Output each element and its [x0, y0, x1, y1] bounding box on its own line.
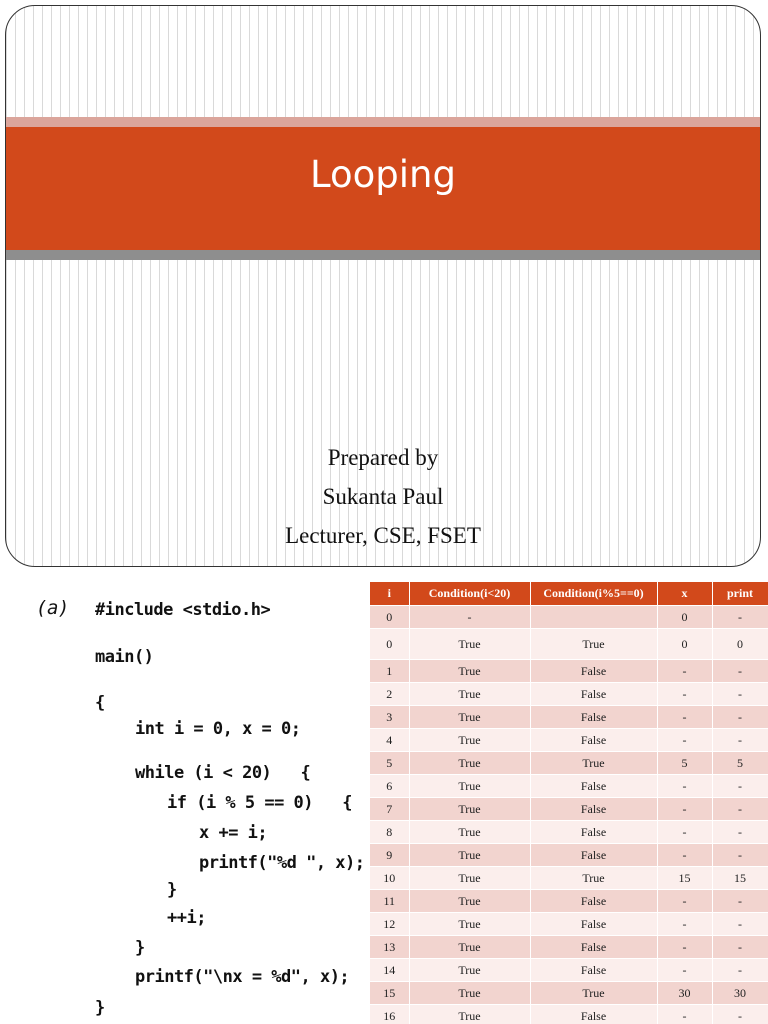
- table-cell: False: [530, 775, 657, 798]
- table-cell: -: [657, 821, 712, 844]
- table-row: [370, 821, 768, 844]
- table-cell: -: [712, 959, 768, 982]
- table-cell: -: [657, 1005, 712, 1024]
- table-cell: -: [657, 844, 712, 867]
- table-cell: True: [409, 959, 530, 982]
- slide-title: Looping: [310, 153, 456, 196]
- table-cell: False: [530, 821, 657, 844]
- table-cell: -: [712, 775, 768, 798]
- author-name: Sukanta Paul: [322, 484, 444, 509]
- table-row: [370, 629, 768, 660]
- code-line: ++i;: [167, 908, 206, 928]
- table-cell: -: [712, 660, 768, 683]
- table-row: [370, 683, 768, 706]
- code-line: }: [167, 880, 177, 900]
- table-cell: True: [409, 867, 530, 890]
- table-cell: 15: [712, 867, 768, 890]
- table-row: [370, 844, 768, 867]
- table-cell: True: [409, 821, 530, 844]
- author-block: [6, 438, 760, 555]
- table-cell: True: [409, 844, 530, 867]
- table-cell: 0: [657, 629, 712, 660]
- table-row: [370, 729, 768, 752]
- table-cell: -: [657, 890, 712, 913]
- table-cell: 13: [370, 936, 409, 959]
- table-row: [370, 867, 768, 890]
- table-cell: True: [409, 890, 530, 913]
- code-label: (a): [36, 597, 69, 619]
- table-cell: True: [409, 775, 530, 798]
- table-cell: True: [409, 660, 530, 683]
- table-row: [370, 890, 768, 913]
- title-band-top-stripe: [6, 117, 760, 127]
- table-cell: 2: [370, 683, 409, 706]
- table-cell: -: [657, 913, 712, 936]
- table-row: [370, 775, 768, 798]
- table-cell: 14: [370, 959, 409, 982]
- table-cell: 30: [657, 982, 712, 1005]
- table-cell: 5: [712, 752, 768, 775]
- table-cell: 11: [370, 890, 409, 913]
- header-print: print: [712, 582, 768, 606]
- table-cell: False: [530, 729, 657, 752]
- table-cell: False: [530, 959, 657, 982]
- table-cell: 1: [370, 660, 409, 683]
- table-cell: 3: [370, 706, 409, 729]
- table-cell: -: [712, 1005, 768, 1024]
- table-cell: False: [530, 890, 657, 913]
- table-cell: True: [409, 936, 530, 959]
- header-condition-mod5: Condition(i%5==0): [530, 582, 657, 606]
- code-line: int i = 0, x = 0;: [135, 719, 301, 739]
- table-cell: -: [657, 706, 712, 729]
- table-cell: -: [712, 844, 768, 867]
- table-cell: 5: [657, 752, 712, 775]
- code-line: main(): [95, 647, 154, 667]
- table-cell: True: [530, 629, 657, 660]
- table-cell: -: [657, 660, 712, 683]
- table-cell: 4: [370, 729, 409, 752]
- table-row: [370, 936, 768, 959]
- table-row: [370, 798, 768, 821]
- header-condition-lt20: Condition(i<20): [409, 582, 530, 606]
- table-cell: False: [530, 706, 657, 729]
- table-cell: -: [712, 606, 768, 629]
- table-row: [370, 706, 768, 729]
- table-cell: True: [530, 982, 657, 1005]
- table-cell: 15: [657, 867, 712, 890]
- code-line: x += i;: [199, 823, 268, 843]
- table-header-row: [370, 582, 768, 606]
- table-cell: 10: [370, 867, 409, 890]
- table-cell: 12: [370, 913, 409, 936]
- title-slide: [5, 5, 761, 567]
- table-cell: -: [712, 936, 768, 959]
- code-line: printf("\nx = %d", x);: [135, 967, 350, 987]
- table-cell: -: [712, 913, 768, 936]
- table-cell: 7: [370, 798, 409, 821]
- author-title: Lecturer, CSE, FSET: [285, 523, 481, 548]
- table-cell: False: [530, 683, 657, 706]
- trace-table-container: [370, 582, 768, 1024]
- table-cell: 0: [712, 629, 768, 660]
- code-line: #include <stdio.h>: [95, 600, 271, 620]
- table-cell: True: [409, 629, 530, 660]
- table-cell: -: [657, 729, 712, 752]
- prepared-by-text: Prepared by: [327, 445, 439, 470]
- table-cell: 15: [370, 982, 409, 1005]
- table-cell: -: [657, 683, 712, 706]
- table-cell: True: [409, 982, 530, 1005]
- table-cell: False: [530, 1005, 657, 1024]
- table-cell: -: [657, 959, 712, 982]
- table-cell: 5: [370, 752, 409, 775]
- code-listing: [0, 575, 370, 1024]
- table-cell: False: [530, 798, 657, 821]
- table-cell: -: [409, 606, 530, 629]
- table-cell: -: [657, 775, 712, 798]
- table-body: [370, 606, 768, 1024]
- table-cell: 0: [370, 629, 409, 660]
- table-cell: True: [530, 867, 657, 890]
- table-cell: 8: [370, 821, 409, 844]
- table-row: [370, 752, 768, 775]
- table-cell: True: [409, 729, 530, 752]
- table-row: [370, 959, 768, 982]
- table-cell: -: [657, 798, 712, 821]
- table-cell: 0: [370, 606, 409, 629]
- code-line: }: [95, 998, 105, 1018]
- table-cell: 6: [370, 775, 409, 798]
- table-row: [370, 1005, 768, 1024]
- table-row: [370, 982, 768, 1005]
- code-line: }: [135, 938, 145, 958]
- header-i: i: [370, 582, 409, 606]
- table-cell: True: [409, 913, 530, 936]
- table-cell: -: [712, 729, 768, 752]
- table-cell: True: [409, 683, 530, 706]
- table-cell: -: [712, 798, 768, 821]
- table-row: [370, 660, 768, 683]
- table-cell: False: [530, 660, 657, 683]
- code-line: printf("%d ", x);: [199, 853, 365, 873]
- table-cell: -: [712, 821, 768, 844]
- table-cell: False: [530, 936, 657, 959]
- table-cell: -: [657, 936, 712, 959]
- table-cell: 16: [370, 1005, 409, 1024]
- trace-table: [370, 582, 768, 1024]
- code-line: while (i < 20) {: [135, 763, 311, 783]
- table-cell: -: [712, 683, 768, 706]
- table-cell: [530, 606, 657, 629]
- title-band-bottom-stripe: [6, 250, 760, 260]
- table-cell: False: [530, 913, 657, 936]
- table-cell: -: [712, 706, 768, 729]
- table-row: [370, 913, 768, 936]
- table-cell: 30: [712, 982, 768, 1005]
- table-cell: True: [409, 706, 530, 729]
- table-row: [370, 606, 768, 629]
- code-line: if (i % 5 == 0) {: [167, 793, 352, 813]
- header-x: x: [657, 582, 712, 606]
- code-line: {: [95, 693, 105, 713]
- table-cell: False: [530, 844, 657, 867]
- table-cell: -: [712, 890, 768, 913]
- table-cell: 0: [657, 606, 712, 629]
- table-cell: True: [409, 798, 530, 821]
- table-cell: True: [409, 1005, 530, 1024]
- table-cell: True: [530, 752, 657, 775]
- table-cell: True: [409, 752, 530, 775]
- table-cell: 9: [370, 844, 409, 867]
